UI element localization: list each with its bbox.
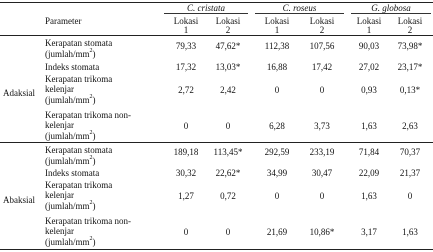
species-header-1: C. cristata: [186, 3, 225, 13]
param-name: kelenjar: [45, 120, 74, 130]
value-cell: 2,63: [402, 121, 418, 131]
unit-exponent: 2: [89, 200, 93, 206]
value-cell: 0,13*: [399, 85, 421, 95]
value-cell: 3,17: [361, 227, 377, 237]
value-cell: 0: [274, 191, 280, 201]
value-cell: 1,63: [361, 191, 377, 201]
value-cell: 30,32: [175, 168, 197, 178]
group-divider: [0, 142, 433, 143]
value-cell: 3,73: [314, 121, 330, 131]
value-cell: 79,33: [175, 41, 197, 51]
location-number: 2: [225, 25, 231, 35]
species-underline-2: [255, 13, 344, 14]
value-cell: 17,42: [311, 62, 333, 72]
value-cell: 2,72: [178, 85, 194, 95]
location-number: 1: [183, 25, 189, 35]
value-cell: 23,17*: [397, 62, 423, 72]
value-cell: 16,88: [266, 62, 288, 72]
value-cell: 0: [183, 121, 189, 131]
group-label-adaksial: Adaksial: [3, 88, 35, 98]
value-cell: 22,09: [358, 168, 380, 178]
species-underline-1: [164, 13, 248, 14]
location-label: Lokasi: [397, 16, 423, 26]
value-cell: 0: [319, 85, 325, 95]
location-label: Lokasi: [173, 16, 199, 26]
species-header-2: C. roseus: [282, 3, 317, 13]
parameter-header: Parameter: [45, 16, 82, 26]
species-header-3: G. globosa: [371, 3, 411, 13]
value-cell: 189,18: [173, 147, 199, 157]
unit-exponent: 2: [89, 48, 93, 54]
value-cell: 0,72: [220, 191, 236, 201]
value-cell: 34,99: [266, 168, 288, 178]
value-cell: 90,03: [358, 41, 380, 51]
value-cell: 0: [319, 191, 325, 201]
value-cell: 13,03*: [215, 62, 241, 72]
param-name: Kerapatan trikoma: [45, 74, 113, 84]
param-name: Indeks stomata: [45, 168, 100, 178]
param-name: Kerapatan trikoma non-: [45, 110, 131, 120]
value-cell: 2,42: [220, 85, 236, 95]
location-label: Lokasi: [309, 16, 335, 26]
location-label: Lokasi: [356, 16, 382, 26]
unit-exponent: 2: [89, 130, 93, 136]
param-name: Indeks stomata: [45, 62, 100, 72]
param-name: Kerapatan stomata: [45, 38, 113, 48]
value-cell: 0: [183, 227, 189, 237]
value-cell: 1,63: [402, 227, 418, 237]
location-number: 2: [407, 25, 413, 35]
value-cell: 27,02: [358, 62, 380, 72]
header-rule: [0, 35, 433, 36]
param-unit: $(jumlah/mm^2)$: [45, 48, 96, 59]
value-cell: 70,37: [399, 147, 421, 157]
group-label-abaksial: Abaksial: [3, 195, 35, 205]
value-cell: 71,84: [358, 147, 380, 157]
unit-exponent: 2: [89, 236, 93, 242]
value-cell: 0: [225, 121, 231, 131]
param-unit: $(jumlah/mm^2)$: [45, 236, 96, 247]
param-name: Kerapatan trikoma non-: [45, 216, 131, 226]
value-cell: 1,63: [361, 121, 377, 131]
value-cell: 0: [274, 85, 280, 95]
value-cell: 10,86*: [309, 227, 335, 237]
location-label: Lokasi: [264, 16, 290, 26]
param-name: Kerapatan stomata: [45, 145, 113, 155]
species-underline-3: [351, 13, 431, 14]
value-cell: 0: [407, 191, 413, 201]
value-cell: 107,56: [309, 41, 335, 51]
param-name: kelenjar: [45, 190, 74, 200]
value-cell: 30,47: [311, 168, 333, 178]
value-cell: 112,38: [264, 41, 290, 51]
location-number: 1: [366, 25, 372, 35]
value-cell: 73,98*: [397, 41, 423, 51]
value-cell: 292,59: [264, 147, 290, 157]
param-unit: $(jumlah/mm^2)$: [45, 94, 96, 105]
unit-exponent: 2: [89, 155, 93, 161]
value-cell: 233,19: [309, 147, 335, 157]
location-label: Lokasi: [215, 16, 241, 26]
param-name: Kerapatan trikoma: [45, 180, 113, 190]
value-cell: 21,37: [399, 168, 421, 178]
value-cell: 0: [225, 227, 231, 237]
param-unit: $(jumlah/mm^2)$: [45, 155, 96, 166]
value-cell: 113,45*: [213, 147, 243, 157]
value-cell: 0,93: [361, 85, 377, 95]
value-cell: 21,69: [266, 227, 288, 237]
param-name: kelenjar: [45, 226, 74, 236]
value-cell: 47,62*: [215, 41, 241, 51]
param-unit: $(jumlah/mm^2)$: [45, 130, 96, 141]
bottom-rule: [0, 249, 433, 250]
value-cell: 6,28: [269, 121, 285, 131]
param-unit: $(jumlah/mm^2)$: [45, 200, 96, 211]
value-cell: 1,27: [178, 191, 194, 201]
value-cell: 22,62*: [215, 168, 241, 178]
unit-exponent: 2: [89, 94, 93, 100]
location-number: 2: [319, 25, 325, 35]
param-name: kelenjar: [45, 84, 74, 94]
location-number: 1: [274, 25, 280, 35]
value-cell: 17,32: [175, 62, 197, 72]
